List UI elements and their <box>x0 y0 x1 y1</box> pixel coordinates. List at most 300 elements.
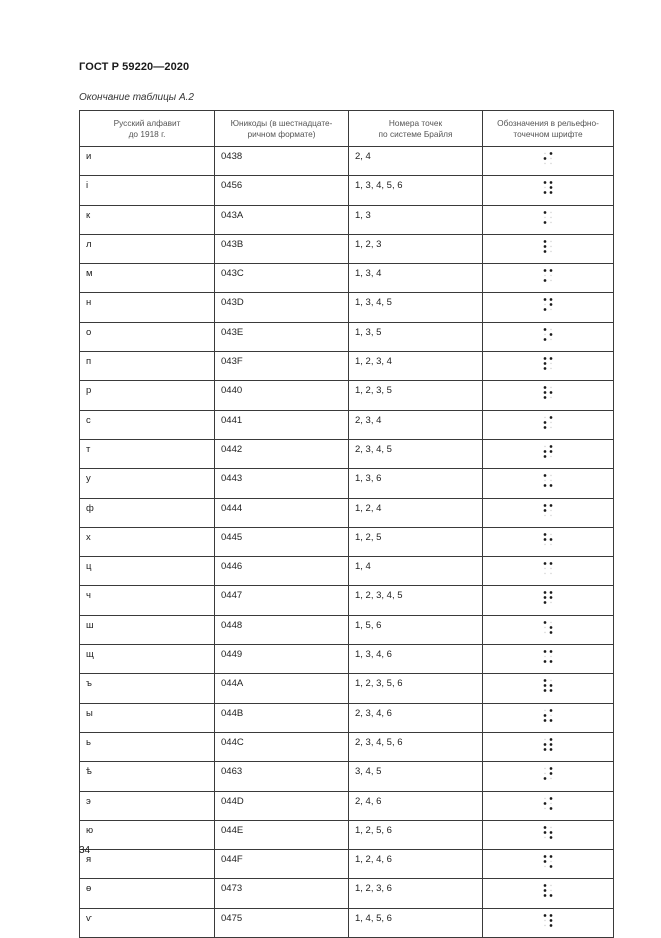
col-header-line: до 1918 г. <box>128 128 166 139</box>
braille-dot-raised <box>544 357 547 360</box>
braille-dot-raised <box>544 455 547 458</box>
braille-dot-raised <box>544 914 547 917</box>
braille-dot-raised <box>544 714 547 717</box>
braille-dot-raised <box>550 597 553 600</box>
braille-dot-raised <box>550 684 553 687</box>
braille-dot-empty <box>550 241 551 242</box>
braille-dot-raised <box>544 885 547 888</box>
cell-dot-numbers: 1, 3 <box>349 205 483 234</box>
braille-dot-raised <box>550 592 553 595</box>
cell-dot-numbers: 2, 3, 4, 5, 6 <box>349 732 483 761</box>
cell-dot-numbers: 2, 4, 6 <box>349 791 483 820</box>
cell-braille <box>483 557 614 586</box>
braille-dot-raised <box>550 719 553 722</box>
cell-unicode: 044E <box>215 820 349 849</box>
table-row <box>80 322 614 351</box>
braille-cell-icon <box>542 678 554 693</box>
table-row <box>80 820 614 849</box>
braille-dot-empty <box>544 544 545 545</box>
braille-dot-empty <box>550 329 551 330</box>
col-header-alphabet <box>80 111 215 147</box>
cell-braille <box>483 879 614 908</box>
cell-braille <box>483 352 614 381</box>
cell-letter: э <box>80 791 215 820</box>
table-row <box>80 879 614 908</box>
cell-braille <box>483 264 614 293</box>
braille-dot-empty <box>550 534 551 535</box>
col-header-unicode <box>215 111 349 147</box>
braille-cell-icon <box>542 151 554 166</box>
braille-dot-empty <box>550 363 551 364</box>
cell-letter: ц <box>80 557 215 586</box>
cell-unicode: 0456 <box>215 176 349 205</box>
braille-dot-empty <box>544 216 545 217</box>
cell-letter: п <box>80 352 215 381</box>
col-header-line: ричном формате) <box>247 128 316 139</box>
cell-letter: н <box>80 293 215 322</box>
braille-dot-empty <box>550 802 551 803</box>
braille-cell-icon <box>542 297 554 312</box>
cell-braille <box>483 703 614 732</box>
cell-dot-numbers: 1, 2, 5 <box>349 527 483 556</box>
cell-letter: р <box>80 381 215 410</box>
table-row <box>80 674 614 703</box>
braille-cell-icon <box>542 620 554 635</box>
cell-letter: ѣ <box>80 762 215 791</box>
braille-dot-empty <box>550 339 551 340</box>
braille-dot-raised <box>544 533 547 536</box>
braille-dot-raised <box>544 890 547 893</box>
cell-dot-numbers: 1, 3, 4, 5 <box>349 293 483 322</box>
braille-dot-raised <box>550 689 553 692</box>
braille-dot-raised <box>550 538 553 541</box>
braille-dot-raised <box>550 772 553 775</box>
cell-letter: я <box>80 850 215 879</box>
braille-cell-icon <box>542 327 554 342</box>
header-row <box>80 111 614 147</box>
braille-dot-raised <box>550 748 553 751</box>
table-row <box>80 469 614 498</box>
braille-dot-raised <box>550 743 553 746</box>
braille-dot-empty <box>550 251 551 252</box>
cell-unicode: 043D <box>215 293 349 322</box>
braille-dot-empty <box>550 861 551 862</box>
braille-dot-empty <box>550 368 551 369</box>
braille-dot-raised <box>544 504 547 507</box>
braille-dot-raised <box>544 250 547 253</box>
braille-dot-empty <box>544 304 545 305</box>
cell-dot-numbers: 1, 2, 3, 4 <box>349 352 483 381</box>
cell-letter: щ <box>80 645 215 674</box>
braille-dot-raised <box>544 650 547 653</box>
braille-dot-empty <box>550 568 551 569</box>
table-row <box>80 293 614 322</box>
braille-cell-icon <box>542 649 554 664</box>
cell-letter: ѳ <box>80 879 215 908</box>
cell-letter: с <box>80 410 215 439</box>
cell-dot-numbers: 3, 4, 5 <box>349 762 483 791</box>
col-header-dot-numbers <box>349 111 483 147</box>
braille-dot-raised <box>544 328 547 331</box>
braille-dot-empty <box>544 514 545 515</box>
braille-dot-raised <box>544 689 547 692</box>
braille-cell-icon <box>542 737 554 752</box>
braille-dot-empty <box>544 807 545 808</box>
braille-dot-raised <box>550 299 553 302</box>
braille-dot-raised <box>544 719 547 722</box>
cell-dot-numbers: 2, 3, 4, 6 <box>349 703 483 732</box>
braille-dot-raised <box>550 914 553 917</box>
cell-braille <box>483 645 614 674</box>
table-row <box>80 205 614 234</box>
braille-dot-empty <box>550 221 551 222</box>
braille-dot-raised <box>544 621 547 624</box>
braille-dot-empty <box>550 475 551 476</box>
table-row <box>80 498 614 527</box>
cell-letter: у <box>80 469 215 498</box>
cell-dot-numbers: 1, 3, 4 <box>349 264 483 293</box>
braille-dot-empty <box>544 773 545 774</box>
col-header-line: по системе Брайля <box>378 128 453 139</box>
table-row <box>80 234 614 263</box>
cell-letter: ѵ <box>80 908 215 937</box>
braille-dot-empty <box>550 778 551 779</box>
braille-dot-raised <box>550 181 553 184</box>
braille-dot-empty <box>544 446 545 447</box>
cell-dot-numbers: 1, 2, 3, 4, 5 <box>349 586 483 615</box>
braille-dot-raised <box>544 450 547 453</box>
col-header-braille <box>483 111 614 147</box>
cell-braille <box>483 147 614 176</box>
table-row <box>80 762 614 791</box>
cell-unicode: 044B <box>215 703 349 732</box>
cell-braille <box>483 322 614 351</box>
braille-cell-icon <box>542 356 554 371</box>
cell-dot-numbers: 1, 3, 4, 6 <box>349 645 483 674</box>
braille-dot-raised <box>544 474 547 477</box>
braille-dot-raised <box>550 392 553 395</box>
braille-dot-empty <box>550 480 551 481</box>
cell-unicode: 043C <box>215 264 349 293</box>
braille-dot-raised <box>544 509 547 512</box>
braille-cell-icon <box>542 503 554 518</box>
cell-braille <box>483 205 614 234</box>
braille-dot-raised <box>544 597 547 600</box>
braille-cell-icon <box>542 825 554 840</box>
cell-braille <box>483 732 614 761</box>
braille-dot-raised <box>550 709 553 712</box>
braille-dot-raised <box>544 421 547 424</box>
braille-dot-raised <box>544 279 547 282</box>
cell-braille <box>483 586 614 615</box>
col-header-line: точечном шрифте <box>513 128 583 139</box>
braille-dot-empty <box>550 246 551 247</box>
braille-cell-icon <box>542 590 554 605</box>
braille-dot-empty <box>544 153 545 154</box>
braille-dot-raised <box>550 626 553 629</box>
braille-cell-icon <box>542 239 554 254</box>
table-row <box>80 732 614 761</box>
braille-dot-raised <box>544 211 547 214</box>
braille-dot-raised <box>550 919 553 922</box>
braille-cell-icon <box>542 385 554 400</box>
braille-dot-empty <box>544 627 545 628</box>
braille-dot-raised <box>544 679 547 682</box>
braille-dot-empty <box>550 387 551 388</box>
braille-cell-icon <box>542 473 554 488</box>
cell-dot-numbers: 1, 3, 4, 5, 6 <box>349 176 483 205</box>
braille-dot-raised <box>544 309 547 312</box>
braille-dot-raised <box>544 592 547 595</box>
page-number: 34 <box>79 845 91 856</box>
table-row <box>80 791 614 820</box>
braille-dot-raised <box>550 186 553 189</box>
braille-dot-empty <box>544 163 545 164</box>
cell-dot-numbers: 1, 2, 3, 6 <box>349 879 483 908</box>
braille-dot-raised <box>550 738 553 741</box>
cell-braille <box>483 850 614 879</box>
braille-dot-raised <box>550 767 553 770</box>
cell-letter: ф <box>80 498 215 527</box>
braille-dot-empty <box>544 925 545 926</box>
cell-unicode: 0443 <box>215 469 349 498</box>
cell-letter: м <box>80 264 215 293</box>
cell-unicode: 043E <box>215 322 349 351</box>
braille-dot-raised <box>544 802 547 805</box>
cell-letter: ю <box>80 820 215 849</box>
braille-dot-raised <box>544 245 547 248</box>
col-header-line: Обозначения в рельефно- <box>497 117 599 128</box>
braille-dot-raised <box>544 831 547 834</box>
cell-unicode: 0475 <box>215 908 349 937</box>
cell-dot-numbers: 1, 4, 5, 6 <box>349 908 483 937</box>
cell-dot-numbers: 1, 3, 6 <box>349 469 483 498</box>
braille-dot-raised <box>544 392 547 395</box>
braille-dot-raised <box>550 269 553 272</box>
table-row <box>80 410 614 439</box>
braille-dot-empty <box>550 211 551 212</box>
braille-dot-empty <box>550 544 551 545</box>
braille-dot-raised <box>550 895 553 898</box>
braille-dot-raised <box>550 660 553 663</box>
cell-unicode: 0441 <box>215 410 349 439</box>
braille-table <box>79 110 614 938</box>
cell-unicode: 0446 <box>215 557 349 586</box>
braille-dot-raised <box>544 602 547 605</box>
cell-unicode: 0448 <box>215 615 349 644</box>
cell-dot-numbers: 2, 4 <box>349 147 483 176</box>
cell-braille <box>483 410 614 439</box>
braille-dot-empty <box>544 480 545 481</box>
braille-dot-empty <box>550 216 551 217</box>
braille-dot-raised <box>544 562 547 565</box>
braille-dot-raised <box>550 865 553 868</box>
braille-dot-empty <box>544 275 545 276</box>
cell-dot-numbers: 1, 4 <box>349 557 483 586</box>
cell-letter: х <box>80 527 215 556</box>
braille-dot-raised <box>550 445 553 448</box>
cell-letter: ч <box>80 586 215 615</box>
braille-dot-raised <box>550 484 553 487</box>
cell-braille <box>483 293 614 322</box>
braille-cell-icon <box>542 415 554 430</box>
braille-dot-empty <box>544 656 545 657</box>
table-row <box>80 557 614 586</box>
braille-cell-icon <box>542 561 554 576</box>
braille-dot-raised <box>544 387 547 390</box>
braille-dot-raised <box>544 367 547 370</box>
braille-dot-empty <box>544 920 545 921</box>
cell-unicode: 0447 <box>215 586 349 615</box>
cell-unicode: 0442 <box>215 439 349 468</box>
braille-dot-empty <box>550 397 551 398</box>
table-row <box>80 527 614 556</box>
table-row <box>80 645 614 674</box>
braille-dot-empty <box>550 602 551 603</box>
cell-dot-numbers: 2, 3, 4 <box>349 410 483 439</box>
braille-dot-empty <box>544 573 545 574</box>
cell-braille <box>483 381 614 410</box>
braille-dot-raised <box>544 157 547 160</box>
cell-letter: ь <box>80 732 215 761</box>
braille-cell-icon <box>542 796 554 811</box>
table-row <box>80 381 614 410</box>
braille-dot-raised <box>544 660 547 663</box>
cell-braille <box>483 908 614 937</box>
cell-letter: и <box>80 147 215 176</box>
cell-unicode: 044A <box>215 674 349 703</box>
braille-dot-raised <box>550 797 553 800</box>
cell-unicode: 0473 <box>215 879 349 908</box>
cell-braille <box>483 527 614 556</box>
braille-dot-empty <box>550 309 551 310</box>
cell-dot-numbers: 1, 5, 6 <box>349 615 483 644</box>
cell-letter: о <box>80 322 215 351</box>
cell-dot-numbers: 1, 2, 5, 6 <box>349 820 483 849</box>
braille-dot-empty <box>544 416 545 417</box>
braille-dot-empty <box>544 866 545 867</box>
cell-dot-numbers: 1, 2, 3, 5, 6 <box>349 674 483 703</box>
braille-dot-empty <box>550 514 551 515</box>
cell-braille <box>483 469 614 498</box>
table-row <box>80 264 614 293</box>
table-row <box>80 586 614 615</box>
cell-letter: ш <box>80 615 215 644</box>
table-row <box>80 908 614 937</box>
braille-dot-empty <box>550 656 551 657</box>
cell-unicode: 043F <box>215 352 349 381</box>
braille-dot-empty <box>550 456 551 457</box>
braille-dot-raised <box>550 855 553 858</box>
cell-letter: ы <box>80 703 215 732</box>
braille-dot-raised <box>550 304 553 307</box>
cell-braille <box>483 762 614 791</box>
braille-dot-empty <box>544 837 545 838</box>
braille-dot-raised <box>550 504 553 507</box>
braille-dot-raised <box>544 338 547 341</box>
braille-dot-empty <box>550 163 551 164</box>
braille-dot-raised <box>550 416 553 419</box>
cell-braille <box>483 498 614 527</box>
cell-braille <box>483 820 614 849</box>
cell-dot-numbers: 1, 2, 4, 6 <box>349 850 483 879</box>
braille-dot-raised <box>544 538 547 541</box>
braille-dot-raised <box>544 777 547 780</box>
braille-dot-empty <box>550 573 551 574</box>
cell-letter: л <box>80 234 215 263</box>
braille-dot-raised <box>550 831 553 834</box>
table-caption: Окончание таблицы А.2 <box>79 92 194 103</box>
cell-braille <box>483 615 614 644</box>
braille-dot-empty <box>544 334 545 335</box>
braille-dot-raised <box>544 191 547 194</box>
braille-dot-raised <box>550 450 553 453</box>
cell-unicode: 044F <box>215 850 349 879</box>
cell-unicode: 043B <box>215 234 349 263</box>
braille-dot-raised <box>544 221 547 224</box>
table-row <box>80 850 614 879</box>
braille-dot-empty <box>550 158 551 159</box>
braille-dot-raised <box>550 152 553 155</box>
braille-dot-raised <box>550 836 553 839</box>
cell-dot-numbers: 1, 2, 4 <box>349 498 483 527</box>
cell-letter: к <box>80 205 215 234</box>
document-header: ГОСТ Р 59220—2020 <box>79 61 190 73</box>
cell-unicode: 0449 <box>215 645 349 674</box>
cell-unicode: 0438 <box>215 147 349 176</box>
braille-dot-raised <box>550 562 553 565</box>
braille-dot-raised <box>550 631 553 634</box>
cell-dot-numbers: 1, 3, 5 <box>349 322 483 351</box>
cell-braille <box>483 176 614 205</box>
braille-dot-raised <box>550 357 553 360</box>
braille-dot-raised <box>550 191 553 194</box>
braille-dot-raised <box>550 650 553 653</box>
braille-dot-empty <box>550 885 551 886</box>
braille-dot-raised <box>544 895 547 898</box>
braille-dot-empty <box>550 622 551 623</box>
braille-dot-raised <box>544 484 547 487</box>
table-row <box>80 147 614 176</box>
braille-dot-raised <box>544 748 547 751</box>
braille-dot-raised <box>544 743 547 746</box>
braille-dot-empty <box>544 187 545 188</box>
table-row <box>80 176 614 205</box>
cell-dot-numbers: 1, 2, 3 <box>349 234 483 263</box>
braille-dot-raised <box>544 240 547 243</box>
cell-dot-numbers: 2, 3, 4, 5 <box>349 439 483 468</box>
braille-dot-empty <box>550 426 551 427</box>
cell-unicode: 044D <box>215 791 349 820</box>
braille-dot-empty <box>544 768 545 769</box>
cell-unicode: 0444 <box>215 498 349 527</box>
col-header-line: Номера точек <box>388 117 443 128</box>
table-row <box>80 615 614 644</box>
braille-cell-icon <box>542 444 554 459</box>
braille-cell-icon <box>542 883 554 898</box>
braille-dot-raised <box>550 924 553 927</box>
braille-dot-empty <box>544 739 545 740</box>
braille-dot-empty <box>550 890 551 891</box>
cell-letter: ъ <box>80 674 215 703</box>
cell-unicode: 044C <box>215 732 349 761</box>
braille-cell-icon <box>542 913 554 928</box>
cell-braille <box>483 234 614 263</box>
braille-dot-empty <box>550 421 551 422</box>
braille-dot-empty <box>550 827 551 828</box>
braille-dot-raised <box>544 855 547 858</box>
cell-letter: т <box>80 439 215 468</box>
